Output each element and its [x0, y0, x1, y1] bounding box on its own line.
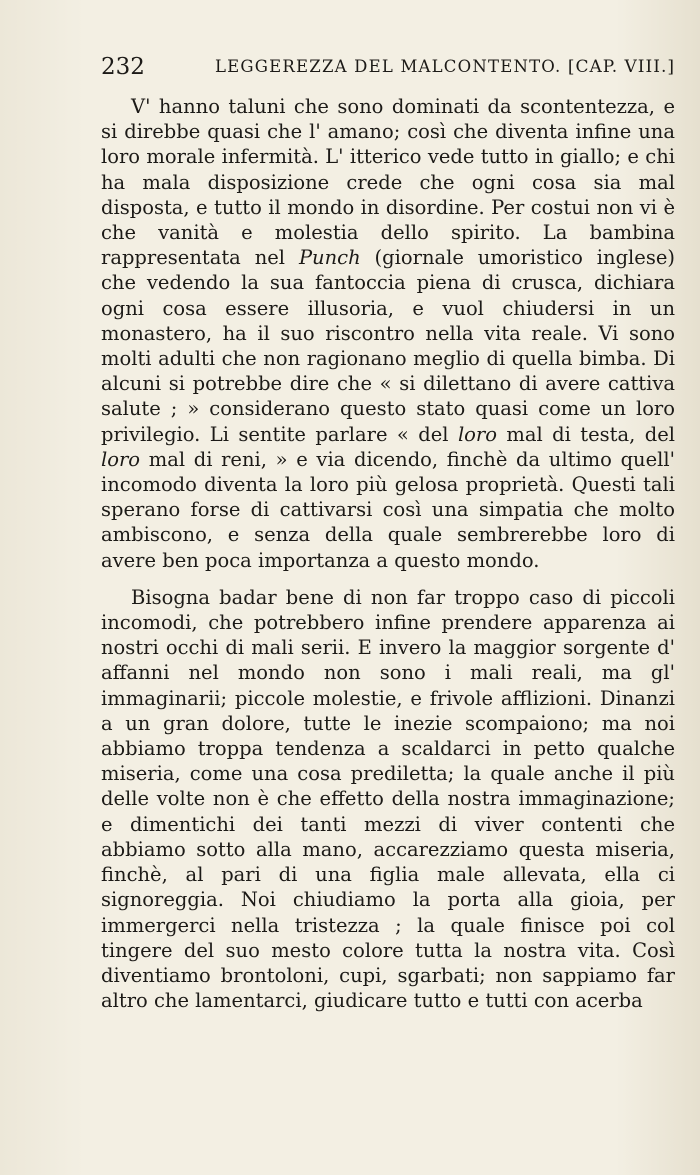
running-header [101, 52, 675, 82]
running-title: LEGGEREZZA DEL MALCONTENTO. [215, 57, 562, 76]
chapter-label: [CAP. VIII.] [567, 57, 675, 77]
paragraph-1-text-c: mal di testa, del [496, 422, 675, 446]
italic-punch: Punch [298, 246, 361, 270]
italic-loro-1: loro [457, 422, 497, 446]
paragraph-1-text-d: mal di reni, » e via dicendo, finchè da ultimo quell' incomodo diventa la loro più gelosa proprietà. Questi tali sperano forse di cattivarsi così una simpatia che molto ambiscono, e senza della quale sembrerebbe loro di avere ben poca importanza a questo mondo. [101, 447, 675, 572]
paragraph-1-text-a: V' hanno taluni che sono dominati da scontentezza, e si direbbe quasi che l' amano; così che diventa infine una loro morale infermità. L' itterico vede tutto in giallo; e chi ha mala disposizione crede che ogni cosa sia mal disposta, e tutto il mondo in disordine. Per costui non vi è che vanità e molestia dello spirito. La bambina rappresentata nel [101, 95, 675, 270]
paragraph-1-text-b: (giornale umoristico inglese) che vedendo la sua fantoccia piena di crusca, dichiara ogni cosa essere illusoria, e vuol chiudersi in un monastero, ha il suo riscontro nella vita reale. Vi sono molti adulti che non ragionano meglio di quella bimba. Di alcuni si potrebbe dire che « si dilettano di avere cattiva salute ; » considerano questo stato quasi come un loro privilegio. Li sentite parlare « del [101, 246, 675, 446]
paragraph-1 [101, 94, 675, 573]
paragraph-2: Bisogna badar bene di non far troppo caso di piccoli incomodi, che potrebbero infine prendere apparenza ai nostri occhi di mali serii. E invero la maggior sorgente d' affanni nel mondo non sono i mali reali, ma gl' immaginarii; piccole molestie, e frivole afflizioni. Dinanzi a un gran dolore, tutte le inezie scompaiono; ma noi abbiamo troppa tendenza a scaldarci in petto qualche miseria, come una cosa prediletta; la quale anche il più delle volte non è che effetto della nostra immaginazione; e dimentichi dei tanti mezzi di viver contenti che abbiamo sotto alla mano, accarezziamo questa miseria, finchè, al pari di una figlia male allevata, ella ci signoreggia. Noi chiudiamo la porta alla gioia, per immergerci nella tristezza ; la quale finisce poi col tingere del suo mesto colore tutta la nostra vita. Così diventiamo brontoloni, cupi, sgarbati; non sappiamo far altro che lamentarci, giudicare tutto e tutti con acerba [101, 585, 675, 1013]
page-body [101, 94, 675, 1013]
italic-loro-2: loro [101, 447, 141, 471]
page-number: 232 [101, 54, 145, 80]
